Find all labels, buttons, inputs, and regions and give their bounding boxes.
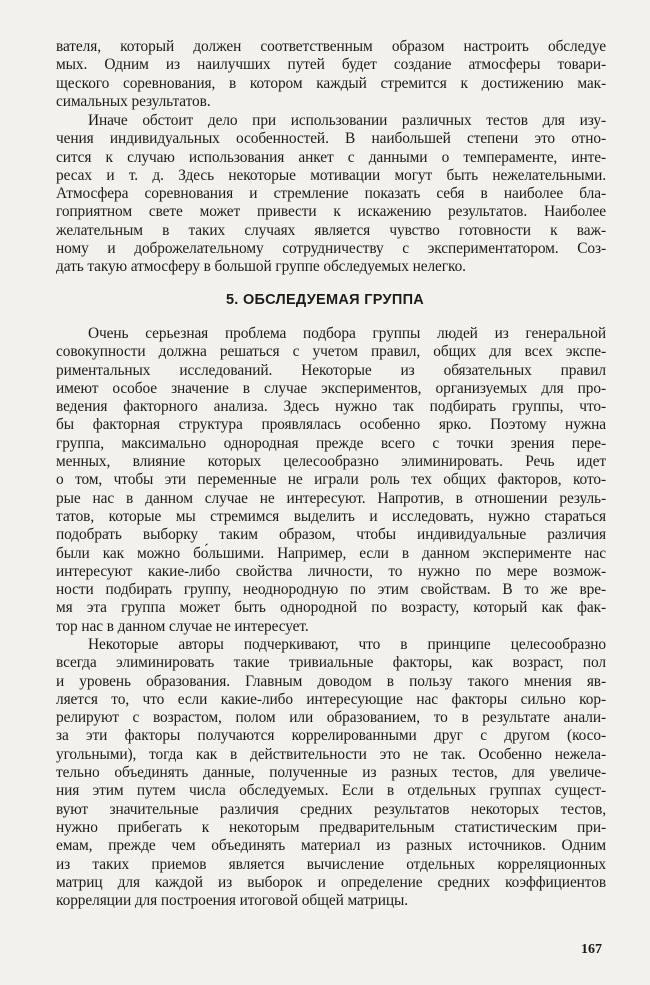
text-line: ресах и т. д. Здесь некоторые мотивации могут быть нежелательными. — [56, 166, 606, 184]
paragraph-continuation — [56, 38, 606, 111]
text-line: желательным в таких случаях является чувство готовности к важ- — [56, 221, 606, 239]
text-line: дать такую атмосферу в большой группе обследуемых нелегко. — [56, 258, 466, 276]
text-line: о том, чтобы эти переменные не играли роль тех общих факторов, кото- — [56, 471, 606, 489]
text-line: релируют с возрастом, полом или образованием, то в результате анали- — [56, 709, 606, 727]
text-line: совокупности должна решаться с учетом правил, общих для всех экспе- — [56, 343, 606, 361]
text-line: мя эта группа может быть однородной по возрасту, который как фак- — [56, 599, 606, 617]
text-line: интересуют какие-либо свойства личности, то нужно по мере возмож- — [56, 562, 606, 580]
text-line: ному и доброжелательному сотрудничеству с экспериментатором. Соз- — [56, 240, 606, 258]
text-line: ния этим путем числа обследуемых. Если в отдельных группах сущест- — [56, 782, 606, 800]
text-line: менных, влияние которых целесообразно элиминировать. Речь идет — [56, 453, 606, 471]
text-line: татов, которые мы стремимся выделить и исследовать, нужно стараться — [56, 507, 606, 525]
text-line: Атмосфера соревнования и стремление показать себя в наиболее бла- — [56, 185, 606, 203]
text-line: щеского соревнования, в котором каждый стремится к достижению мак- — [56, 74, 606, 92]
text-line: мых. Одним из наилучших путей будет создание атмосферы товари- — [56, 56, 606, 74]
text-line: рые нас в данном случае не интересуют. Напротив, в отношении резуль- — [56, 489, 606, 507]
section-heading: 5. ОБСЛЕДУЕМАЯ ГРУППА — [225, 292, 425, 308]
text-line: матриц для каждой из выборок и определение средних коэффициентов — [56, 873, 606, 891]
text-line: Иначе обстоит дело при использовании различных тестов для изу- — [88, 112, 606, 129]
paragraph-group-selection — [56, 325, 606, 636]
text-line: за эти факторы получаются коррелированными друг с другом (косо- — [56, 727, 606, 745]
text-line: вателя, который должен соответственным образом настроить обследуе — [56, 38, 606, 55]
text-line: гоприятном свете может привести к искажению результатов. Наиболее — [56, 203, 606, 221]
text-line: чения индивидуальных особенностей. В наибольшей степени это отно- — [56, 130, 606, 148]
text-line: тельно объединять данные, полученные из разных тестов, для увеличе- — [56, 764, 606, 782]
page-number: 167 — [581, 942, 602, 957]
text-line: бы факторная структура проявлялась особенно ярко. Поэтому нужна — [56, 416, 606, 434]
text-line: симальных результатов. — [56, 92, 211, 110]
text-line: угольными), тогда как в действительности это не так. Особенно нежела- — [56, 745, 606, 763]
text-line: имеют особое значение в случае экспериментов, организуемых для про- — [56, 379, 606, 397]
text-line: были как можно бо́льшими. Например, если в данном эксперименте нас — [56, 544, 606, 562]
text-line: из таких приемов является вычисление отдельных корреляционных — [56, 855, 606, 873]
text-line: вуют значительные различия средних результатов некоторых тестов, — [56, 800, 606, 818]
text-line: ности подбирать группу, неоднородную по этим свойствам. В то же вре- — [56, 581, 606, 599]
text-line: корреляции для построения итоговой общей матрицы. — [56, 892, 408, 910]
text-line: ведения факторного анализа. Здесь нужно так подбирать группы, что- — [56, 398, 606, 416]
paragraph-trivial-factors — [56, 636, 606, 910]
text-line: Очень серьезная проблема подбора группы людей из генеральной — [88, 325, 606, 342]
paragraph-tests — [56, 112, 606, 277]
text-line: нужно прибегать к некоторым предварительным статистическим при- — [56, 818, 606, 836]
text-line: группа, максимально однородная прежде всего с точки зрения пере- — [56, 434, 606, 452]
text-line: всегда элиминировать такие тривиальные факторы, как возраст, пол — [56, 654, 606, 672]
text-line: емам, прежде чем объединять материал из разных источников. Одним — [56, 837, 606, 855]
text-line: Некоторые авторы подчеркивают, что в принципе целесообразно — [88, 636, 606, 653]
text-line: подобрать выборку таким образом, чтобы индивидуальные различия — [56, 526, 606, 544]
text-line: риментальных исследований. Некоторые из обязательных правил — [56, 361, 606, 379]
text-line: тор нас в данном случае не интересует. — [56, 617, 309, 635]
text-line: сится к случаю использования анкет с данными о темпераменте, инте- — [56, 148, 606, 166]
text-line: ляется то, что если какие-либо интересующие нас факторы сильно кор- — [56, 690, 606, 708]
text-line: и уровень образования. Главным доводом в пользу такого мнения яв- — [56, 672, 606, 690]
